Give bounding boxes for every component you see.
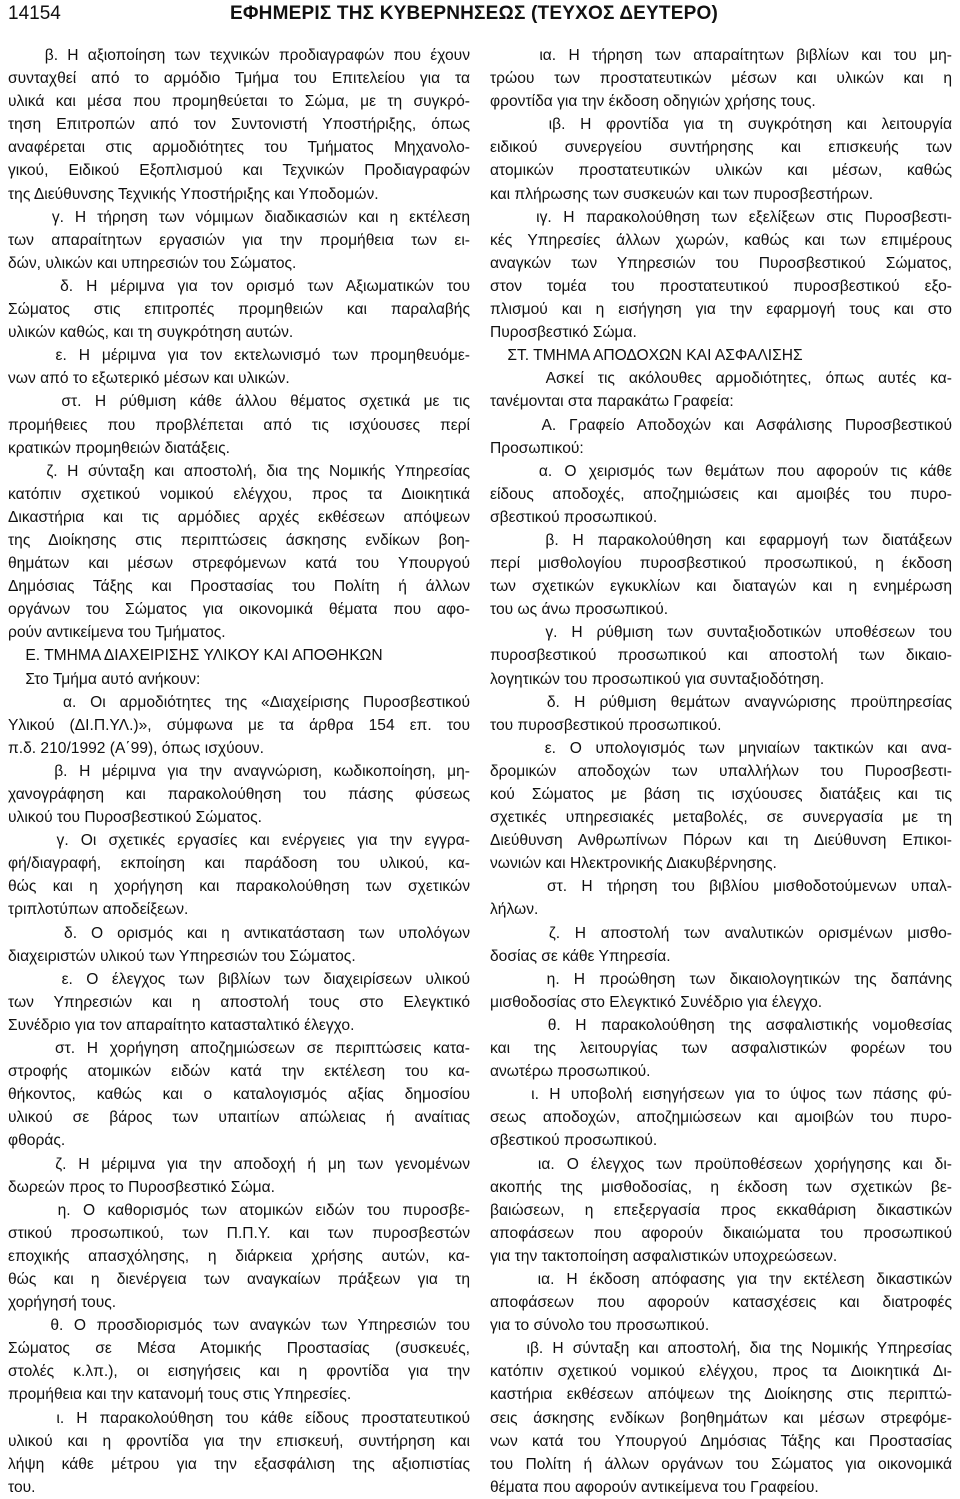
right-column-text-line: ε. Ο υπολογισμός των μηνιαίων τακτικών και ανα- xyxy=(490,739,952,757)
left-column-text-line: ι. Η παρακολούθηση του κάθε είδους προστατευτικού xyxy=(8,1409,470,1427)
right-column-text-line: και πλήρωσης των συσκευών και των πυροσβεστήρων. xyxy=(490,185,874,203)
page-number: 14154 xyxy=(8,3,61,24)
left-column-text-line: δ. Ο ορισμός και η αντικατάσταση των υπολόγων xyxy=(8,924,470,942)
left-column-text-line: στολές κ.λπ.), οι εισηγήσεις και η φροντίδα για την xyxy=(8,1363,470,1381)
right-column-text-line: περί μισθολογίου πυροσβεστικού προσωπικού, η έκδοση xyxy=(490,555,952,573)
right-column-text-line: και της λειτουργίας των ασφαλιστικών φορέων του xyxy=(490,1040,952,1058)
left-column-text-line: υλικού και η φροντίδα για την επισκευή, συντήρηση και xyxy=(8,1432,470,1450)
right-column-text-line: δρομικών αποδοχών των υπαλλήλων του Πυροσβεστι- xyxy=(490,762,952,780)
right-column-text-line: μισθοδοσίας στο Ελεγκτικό Συνέδριο για έλεγχο. xyxy=(490,993,823,1011)
right-column-text-line: για την τακτοποίηση ασφαλιστικών υποχρεώσεων. xyxy=(490,1247,838,1265)
right-column-text-line: ια. Η τήρηση των απαραίτητων βιβλίων και του μη- xyxy=(490,47,952,64)
left-column-text-line: στικού προσωπικού, των Π.Π.Υ. και των πυροσβεστών xyxy=(8,1224,470,1242)
left-column-text-line: γικού, Ειδικού Εξοπλισμού και Τεχνικών Προδιαγραφών xyxy=(8,162,470,180)
left-column-text-line: υλικού του Πυροσβεστικού Σώματος. xyxy=(8,809,262,827)
right-column-text-line: του πυροσβεστικού προσωπικού. xyxy=(490,716,722,734)
right-column-text-line: στ. Η τήρηση του βιβλίου μισθοδοτούμενων υπαλ- xyxy=(490,878,952,896)
right-column-text-line: νων κατά του Υπουργού Δημόσιας Τάξης και Προστασίας xyxy=(490,1432,952,1450)
right-column-text-line: βαιώσεων, η επεξεργασία προς εκκαθάριση δικαστικών xyxy=(490,1201,952,1219)
left-column-text-line: Ε. ΤΜΗΜΑ ΔΙΑΧΕΙΡΙΣΗΣ ΥΛΙΚΟΥ ΚΑΙ ΑΠΟΘΗΚΩΝ xyxy=(8,647,383,665)
left-column-text-line: η. Ο καθορισμός των ατομικών ειδών του πυροσβε- xyxy=(8,1201,470,1219)
right-column-text-line: των σχετικών εγκυκλίων και διαταγών και η ενημέρωση xyxy=(490,578,952,596)
right-column-text-line: ιβ. Η φροντίδα για τη συγκρότηση και λειτουργία xyxy=(490,116,952,134)
right-column-text-line: για το σύνολο του προσωπικού. xyxy=(490,1317,710,1335)
left-column-text-line: ε. Ο έλεγχος των βιβλίων των διαχειρίσεων υλικού xyxy=(8,970,470,988)
left-column-text-line: φθοράς. xyxy=(8,1132,66,1150)
right-column xyxy=(490,44,952,1499)
left-column-text-line: Σώματος στις επιτροπές προμηθειών και παραλαβής xyxy=(8,301,470,319)
right-column-text-line: θέματα που αφορούν αντικείμενα του Γραφείου. xyxy=(490,1478,819,1496)
right-column-text-line: ι. Η υποβολή εισηγήσεων για το ύψος των πάσης φύ- xyxy=(490,1086,952,1104)
right-column-text-line: Α. Γραφείο Αποδοχών και Ασφάλισης Πυροσβεστικού xyxy=(490,416,952,434)
left-column-text-line: λήψη κάθε μέτρου για την εξασφάλιση της αξιοπιστίας xyxy=(8,1455,470,1473)
right-column-text-line: Προσωπικού: xyxy=(490,439,584,457)
right-column-text-line: στον τομέα του προστατευτικού πυροσβεστικού εξο- xyxy=(490,277,952,295)
right-column-text-line: σβεστικού προσωπικού. xyxy=(490,1132,658,1150)
right-column-text-line: δ. Η ρύθμιση θεμάτων αναγνώρισης προϋπηρεσίας xyxy=(490,693,952,711)
left-column-text-line: β. Η αξιοποίηση των τεχνικών προδιαγραφών που έχουν xyxy=(8,47,470,64)
right-column-text-line: ατομικών προστατευτικών υλικών και μέσων, καθώς xyxy=(490,162,952,180)
left-column-text-line: Στο Τμήμα αυτό ανήκουν: xyxy=(8,670,201,688)
right-column-text-line: κατόπιν σχετικού νομικού ελέγχου, προς τα Διοικητικά Δι- xyxy=(490,1363,952,1381)
right-column-text-line: θ. Η παρακολούθηση της ασφαλιστικής νομοθεσίας xyxy=(490,1016,952,1034)
right-column-text-line: ειδικού συνεργείου συντήρησης και επισκευής των xyxy=(490,139,952,157)
right-column-text-line: αποφάσεων που αφορούν δικαιώματα του προσωπικού xyxy=(490,1224,952,1242)
right-column-text-line: ια. Η έκδοση απόφασης για την εκτέλεση δικαστικών xyxy=(490,1270,952,1288)
right-column-text-line: β. Η παρακολούθηση και εφαρμογή των διατάξεων xyxy=(490,531,952,549)
left-column-text-line: α. Οι αρμοδιότητες της «Διαχείρισης Πυροσβεστικού xyxy=(8,693,470,711)
right-column-text-line: καστήρια εκθέσεων απόψεων της Διοίκησης στις περιπτώ- xyxy=(490,1386,952,1404)
left-column-text-line: β. Η μέριμνα για την αναγνώριση, κωδικοποίηση, μη- xyxy=(8,762,470,780)
right-column-text-line: ΣΤ. ΤΜΗΜΑ ΑΠΟΔΟΧΩΝ ΚΑΙ ΑΣΦΑΛΙΣΗΣ xyxy=(490,347,803,365)
right-column-text-line: λογητικών του προσωπικού για συνταξιοδότηση. xyxy=(490,670,825,688)
left-column-text-line: αναφέρεται στις αρμοδιότητες του Τμήματος Μηχανολο- xyxy=(8,139,470,157)
left-column-text-line: Σώματος σε Μέσα Ατομικής Προστασίας (συσκευές, xyxy=(8,1340,470,1358)
left-column-text-line: δών, υλικών και υπηρεσιών του Σώματος. xyxy=(8,254,297,272)
left-column-text-line: του. xyxy=(8,1478,36,1496)
right-column-text-line: πυροσβεστικού προσωπικού και αποστολή των δικαιο- xyxy=(490,647,952,665)
left-column-text-line: θώς και η διενέργεια των αναγκαίων πράξεων για τη xyxy=(8,1270,470,1288)
right-column-text-line: Ασκεί τις ακόλουθες αρμοδιότητες, όπως αυτές κα- xyxy=(490,370,952,388)
left-column-text-line: φή/διαγραφή, εκποίηση και παράδοση του υλικού, κα- xyxy=(8,855,470,873)
left-column-text-line: υλικών καθώς, και τη συγκρότηση αυτών. xyxy=(8,324,294,342)
left-column-text-line: ε. Η μέριμνα για τον εκτελωνισμό των προμηθευόμε- xyxy=(8,347,470,365)
right-column-text-line: του ως άνω προσωπικού. xyxy=(490,601,669,619)
right-column-text-line: ζ. Η αποστολή των αναλυτικών ορισμένων μισθο- xyxy=(490,924,952,942)
left-column-text-line: γ. Η τήρηση των νόμιμων διαδικασιών και η εκτέλεση xyxy=(8,208,470,226)
right-column-text-line: φροντίδα για την έκδοση οδηγιών χρήσης τους. xyxy=(490,93,816,111)
right-column-text-line: σβεστικού προσωπικού. xyxy=(490,508,658,526)
left-column-text-line: διαχειριστών υλικού των Υπηρεσιών του Σώματος. xyxy=(8,947,356,965)
left-column-text-line: Δικαστήρια και τις αρμόδιες αρχές εκθέσεων απόψεων xyxy=(8,508,470,526)
right-column-text-line: η. Η προώθηση των δικαιολογητικών της δαπάνης xyxy=(490,970,952,988)
left-column-text-line: π.δ. 210/1992 (Α΄99), όπως ισχύουν. xyxy=(8,739,264,757)
left-column-text-line: δ. Η μέριμνα για τον ορισμό των Αξιωματικών του xyxy=(8,277,470,295)
left-column-text-line: γ. Οι σχετικές εργασίες και ενέργειες για την εγγρα- xyxy=(8,832,470,850)
right-column-text-line: ιγ. Η παρακολούθηση των εξελίξεων στις Πυροσβεστι- xyxy=(490,208,952,226)
right-column-text-line: τρώου των προστατευτικών μέσων και υλικών και η xyxy=(490,70,952,88)
right-column-text-line: λήλων. xyxy=(490,901,539,919)
right-column-text-line: ανωτέρω προσωπικού. xyxy=(490,1063,651,1081)
right-column-text-line: σχετικές υπηρεσιακές μεταβολές, σε συνεργασία με τη xyxy=(490,809,952,827)
right-column-text-line: πλισμού και η εισήγηση για την εφαρμογή τους και στο xyxy=(490,301,952,319)
left-column-text-line: υλικά και μέσα που προμηθεύεται το Σώμα, με τη συγκρό- xyxy=(8,93,470,111)
gazette-title: ΕΦΗΜΕΡΙΣ ΤΗΣ ΚΥΒΕΡΝΗΣΕΩΣ (ΤΕΥΧΟΣ ΔΕΥΤΕΡΟ) xyxy=(230,3,718,24)
left-column-text-line: προμήθειες που προβλέπεται από τις ισχύουσες περί xyxy=(8,416,470,434)
left-column-text-line: θήκοντος, καθώς και ο καταλογισμός αξίας δημοσίου xyxy=(8,1086,470,1104)
left-column-text-line: θώς και η χορήγηση και παρακολούθηση των σχετικών xyxy=(8,878,470,896)
right-column-text-line: τανέμονται στα παρακάτω Γραφεία: xyxy=(490,393,734,411)
left-column-text-line: κρατικών προμηθειών διατάξεις. xyxy=(8,439,230,457)
right-column-text-line: σεις άσκησης ενδίκων βοηθημάτων και μέσων στρεφόμε- xyxy=(490,1409,952,1427)
left-column-text-line: στ. Η χορήγηση αποζημιώσεων σε περιπτώσεις κατα- xyxy=(8,1040,470,1058)
left-column-text-line: ρούν αντικείμενα του Τμήματος. xyxy=(8,624,226,642)
right-column-text-line: ιβ. Η σύνταξη και αποστολή, δια της Νομικής Υπηρεσίας xyxy=(490,1340,952,1358)
right-column-text-line: Διεύθυνση Ανθρωπίνων Πόρων και τη Διεύθυνση Επικοι- xyxy=(490,832,952,850)
right-column-text-line: Πυροσβεστικό Σώμα. xyxy=(490,324,637,342)
left-column-text-line: της Διοίκησης στις περιπτώσεις άσκησης ενδίκων βοη- xyxy=(8,531,470,549)
left-column-text-line: των Υπηρεσιών και η αποστολή τους στο Ελεγκτικό xyxy=(8,993,470,1011)
left-column-text-line: κατόπιν σχετικού νομικού ελέγχου, προς τα Διοικητικά xyxy=(8,485,470,503)
left-column-text-line: εποχικής απασχόλησης, η διάρκεια χρήσης αυτών, κα- xyxy=(8,1247,470,1265)
left-column-text-line: συνταχθεί από το αρμόδιο Τμήμα του Επιτελείου για τα xyxy=(8,70,470,88)
right-column-text-line: ια. Ο έλεγχος των προϋποθέσεων χορήγησης και δι- xyxy=(490,1155,952,1173)
left-column-text-line: Συνέδριο για τον απαραίτητο κατασταλτικό έλεγχο. xyxy=(8,1016,355,1034)
right-column-text-line: αποφάσεων που αφορούν κατασχέσεις και διατροφές xyxy=(490,1294,952,1312)
left-column-text-line: τριπλοτύπων αποδείξεων. xyxy=(8,901,189,919)
left-column-text-line: προμήθεια και την κατανομή τους στις Υπηρεσίες. xyxy=(8,1386,352,1404)
left-column-text-line: δωρεών προς το Πυροσβεστικό Σώμα. xyxy=(8,1178,275,1196)
left-column-text-line: Υλικού (ΔΙ.Π.ΥΛ.)», σύμφωνα με τα άρθρα 154 επ. του xyxy=(8,716,470,734)
left-column-text-line: θ. Ο προσδιορισμός των αναγκών των Υπηρεσιών του xyxy=(8,1317,470,1335)
left-column-text-line: υλικού σε βάρος των υπαιτίων απώλειας ή αναίτιας xyxy=(8,1109,470,1127)
left-column-text-line: των απαραίτητων εργασιών για την προμήθεια των ει- xyxy=(8,231,470,249)
right-column-text-line: κές Υπηρεσίες άλλων χωρών, καθώς και των επιμέρους xyxy=(490,231,952,249)
right-column-text-line: αναγκών των Υπηρεσιών του Πυροσβεστικού Σώματος, xyxy=(490,254,952,272)
right-column-text-line: σεως αποδοχών, αποζημιώσεων και αμοιβών του πυρο- xyxy=(490,1109,952,1127)
left-column-text-line: θημάτων και μέσων στρεφόμενων κατά του Υπουργού xyxy=(8,555,470,573)
left-column-text-line: στροφής ατομικών ειδών κατά την εκτέλεση του κα- xyxy=(8,1063,470,1081)
right-column-text-line: α. Ο χειρισμός των θεμάτων που αφορούν τις κάθε xyxy=(490,462,952,480)
left-column-text-line: στ. Η ρύθμιση κάθε άλλου θέματος σχετικά με τις xyxy=(8,393,470,411)
left-column-text-line: της Διεύθυνσης Τεχνικής Υποστήριξης και Υποδομών. xyxy=(8,185,379,203)
right-column-text-line: γ. Η ρύθμιση των συνταξιοδοτικών υποθέσεων του xyxy=(490,624,952,642)
left-column-text-line: Δημόσιας Τάξης και Προστασίας του Πολίτη ή άλλων xyxy=(8,578,470,596)
page-header xyxy=(0,0,960,30)
left-column-text-line: τηση Επιτροπών από τον Συντονιστή Υποστήριξης, όπως xyxy=(8,116,470,134)
left-column-text-line: ζ. Η σύνταξη και αποστολή, δια της Νομικής Υπηρεσίας xyxy=(8,462,470,480)
left-column xyxy=(8,44,470,1499)
left-column-text-line: χορήγησή τους. xyxy=(8,1294,117,1312)
right-column-text-line: νωνιών και Ηλεκτρονικής Διακυβέρνησης. xyxy=(490,855,777,873)
left-column-text-line: οργάνων του Σώματος για οικονομικά θέματα που αφο- xyxy=(8,601,470,619)
right-column-text-line: του Πολίτη ή άλλων οργάνων του Σώματος για οικονομικά xyxy=(490,1455,952,1473)
left-column-text-line: ζ. Η μέριμνα για την αποδοχή ή μη των γενομένων xyxy=(8,1155,470,1173)
left-column-text-line: χανογράφηση και παρακολούθηση του πάσης φύσεως xyxy=(8,786,470,803)
right-column-text-line: κού Σώματος με βάση τις ισχύουσες διατάξεις και τις xyxy=(490,786,952,803)
right-column-text-line: είδους αποδοχές, αποζημιώσεις και αμοιβές του πυρο- xyxy=(490,485,952,503)
right-column-text-line: ακοπής της μισθοδοσίας, η έκδοση των σχετικών βε- xyxy=(490,1178,952,1196)
left-column-text-line: νων από το εξωτερικό μέσων και υλικών. xyxy=(8,370,290,388)
right-column-text-line: δοσίας σε κάθε Υπηρεσία. xyxy=(490,947,671,965)
